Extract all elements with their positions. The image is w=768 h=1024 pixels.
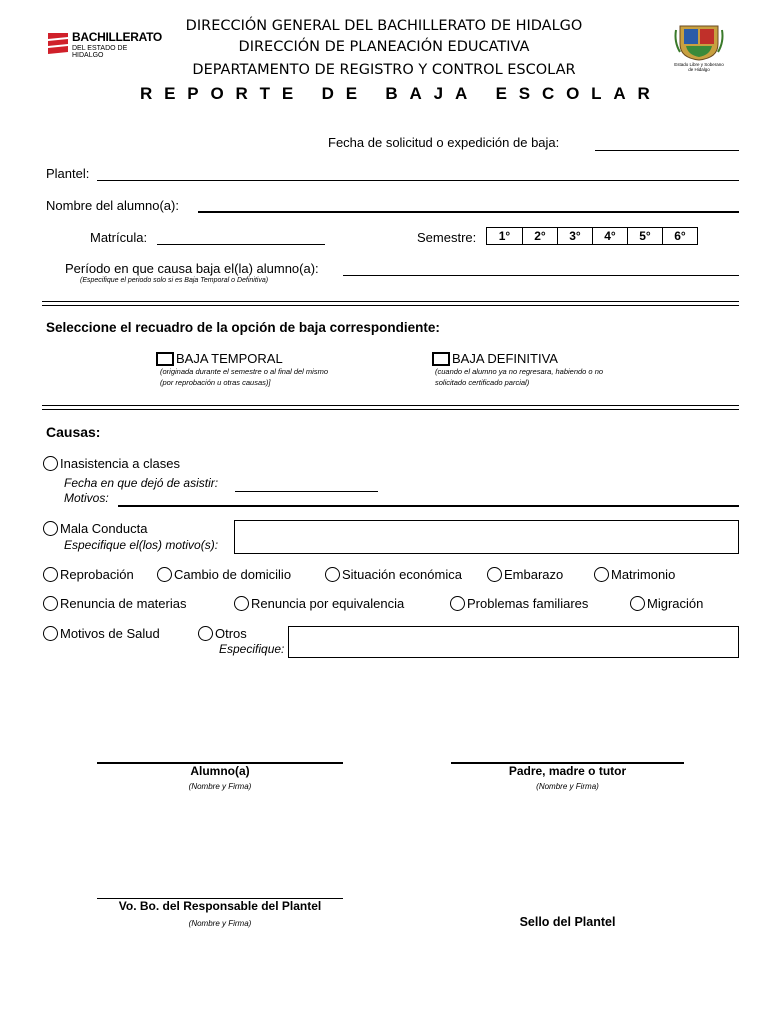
sello-label: Sello del Plantel xyxy=(519,915,616,929)
motivos-salud-label: Motivos de Salud xyxy=(60,626,160,641)
title-letter: J xyxy=(433,84,444,103)
embarazo-radio[interactable] xyxy=(487,567,502,582)
cambio-domicilio-label: Cambio de domicilio xyxy=(174,567,292,582)
baja-temporal-option[interactable] xyxy=(156,351,283,366)
crest-caption: Estado Libre y Soberano de Hidalgo xyxy=(674,62,724,72)
alumno-signature-label: Alumno(a) xyxy=(190,764,250,778)
semestre-box-2[interactable]: 2° xyxy=(522,228,557,244)
renuncia-materias-label: Renuncia de materias xyxy=(60,596,187,611)
fecha-label: Fecha de solicitud o expedición de baja: xyxy=(328,135,560,150)
vobo-nombre-firma: (Nombre y Firma) xyxy=(188,919,252,928)
title-letter: D xyxy=(321,84,334,103)
otros-textbox[interactable] xyxy=(288,626,739,658)
inasistencia-option[interactable] xyxy=(43,456,180,471)
nombre-field[interactable] xyxy=(198,211,739,213)
title-letter: E xyxy=(164,84,176,103)
semestre-box-1[interactable]: 1° xyxy=(498,229,511,243)
title-letter: R xyxy=(637,84,650,103)
title-letter: E xyxy=(345,84,358,103)
title-letter: A xyxy=(613,84,626,103)
motivos-label: Motivos: xyxy=(64,491,109,505)
title-letter: E xyxy=(281,84,294,103)
fecha-dejo-field[interactable] xyxy=(235,491,378,492)
divider-2 xyxy=(42,405,739,410)
migracion-option[interactable] xyxy=(630,596,703,611)
mala-conducta-radio[interactable] xyxy=(43,521,58,536)
title-letter: R xyxy=(235,84,248,103)
matrimonio-option[interactable] xyxy=(594,567,675,582)
mala-conducta-option[interactable] xyxy=(43,521,147,536)
title-letter: T xyxy=(259,84,271,103)
renuncia-equivalencia-radio[interactable] xyxy=(234,596,249,611)
crest-icon xyxy=(672,22,726,62)
title-letter: O xyxy=(210,84,224,103)
inasistencia-radio[interactable] xyxy=(43,456,58,471)
situacion-economica-label: Situación económica xyxy=(342,567,462,582)
embarazo-option[interactable] xyxy=(487,567,563,582)
otros-label: Otros xyxy=(215,626,247,641)
situacion-economica-radio[interactable] xyxy=(325,567,340,582)
periodo-field[interactable] xyxy=(343,275,739,276)
title-letter xyxy=(369,84,374,104)
padre-signature-label: Padre, madre o tutor xyxy=(508,764,627,778)
title-letter: S xyxy=(518,84,531,103)
semestre-label: Semestre: xyxy=(417,230,477,245)
reprobacion-option[interactable] xyxy=(43,567,134,582)
baja-temporal-note1: (originada durante el semestre o al final del mismo xyxy=(160,367,328,376)
baja-temporal-note2: (por reprobación u otras causas)] xyxy=(160,378,271,387)
fecha-field[interactable] xyxy=(595,150,739,151)
causas-heading: Causas: xyxy=(46,424,101,440)
baja-definitiva-note2: solicitado certificado parcial) xyxy=(435,378,530,387)
baja-definitiva-note1: (cuando el alumno ya no regresara, habiendo o no xyxy=(435,367,604,376)
title-letter: A xyxy=(454,84,468,103)
padre-nombre-firma: (Nombre y Firma) xyxy=(536,782,599,791)
title-letter: O xyxy=(566,84,580,103)
semestre-box-3[interactable]: 3° xyxy=(557,228,592,244)
reprobacion-label: Reprobación xyxy=(60,567,134,582)
logo-text-line2: DEL ESTADO DE HIDALGO xyxy=(72,45,128,59)
title-letter xyxy=(479,84,484,104)
title-letter: A xyxy=(409,84,422,103)
baja-temporal-checkbox[interactable] xyxy=(156,352,174,366)
semestre-selector xyxy=(486,227,698,245)
title-letter: E xyxy=(495,84,507,103)
hidalgo-crest xyxy=(672,22,726,74)
renuncia-materias-option[interactable] xyxy=(43,596,186,611)
matricula-label: Matrícula: xyxy=(90,230,148,245)
periodo-label: Período en que causa baja el(la) alumno(a): xyxy=(65,261,319,276)
matrimonio-label: Matrimonio xyxy=(611,567,676,582)
header-line3: DEPARTAMENTO DE REGISTRO Y CONTROL ESCOLAR xyxy=(192,62,576,78)
renuncia-materias-radio[interactable] xyxy=(43,596,58,611)
options-heading: Seleccione el recuadro de la opción de baja correspondiente: xyxy=(46,320,440,335)
cambio-domicilio-option[interactable] xyxy=(157,567,291,582)
renuncia-equivalencia-label: Renuncia por equivalencia xyxy=(251,596,405,611)
alumno-nombre-firma: (Nombre y Firma) xyxy=(188,782,252,791)
semestre-box-4[interactable]: 4° xyxy=(592,228,627,244)
matrimonio-radio[interactable] xyxy=(594,567,609,582)
title-letter: B xyxy=(385,84,398,103)
divider-1 xyxy=(42,301,739,306)
vobo-signature-label: Vo. Bo. del Responsable del Plantel xyxy=(118,899,322,913)
migracion-radio[interactable] xyxy=(630,596,645,611)
title-letter: P xyxy=(187,84,199,103)
title-letter: R xyxy=(140,84,153,103)
baja-definitiva-label: BAJA DEFINITIVA xyxy=(452,351,558,366)
baja-definitiva-option[interactable] xyxy=(432,351,558,366)
reprobacion-radio[interactable] xyxy=(43,567,58,582)
inasistencia-label: Inasistencia a clases xyxy=(60,456,180,471)
migracion-label: Migración xyxy=(647,596,704,611)
motivos-field[interactable] xyxy=(118,505,739,507)
matricula-field[interactable] xyxy=(157,244,325,245)
plantel-label: Plantel: xyxy=(46,166,90,181)
nombre-label: Nombre del alumno(a): xyxy=(46,198,179,213)
embarazo-label: Embarazo xyxy=(504,567,564,582)
semestre-box-6[interactable]: 6° xyxy=(662,228,697,244)
especifique-motivos-label: Especifique el(los) motivo(s): xyxy=(64,538,219,552)
mala-conducta-label: Mala Conducta xyxy=(60,521,148,536)
problemas-familiares-radio[interactable] xyxy=(450,596,465,611)
header-line2: DIRECCIÓN DE PLANEACIÓN EDUCATIVA xyxy=(238,39,530,55)
motivos-salud-radio[interactable] xyxy=(43,626,58,641)
report-title xyxy=(140,84,650,104)
especifique-label: Especifique: xyxy=(219,642,285,656)
otros-radio[interactable] xyxy=(198,626,213,641)
motivos-salud-option[interactable] xyxy=(43,626,160,641)
logo-text-line1: BACHILLERATO xyxy=(72,30,162,44)
header-line1: DIRECCIÓN GENERAL DEL BACHILLERATO DE HIDALGO xyxy=(185,18,583,34)
title-letter xyxy=(305,84,310,104)
cambio-domicilio-radio[interactable] xyxy=(157,567,172,582)
periodo-note: (Especifique el periodo solo si es Baja Temporal o Definitiva) xyxy=(80,277,269,284)
plantel-field[interactable] xyxy=(97,180,739,181)
problemas-familiares-label: Problemas familiares xyxy=(467,596,589,611)
renuncia-equivalencia-option[interactable] xyxy=(234,596,404,611)
title-letter: C xyxy=(541,84,555,103)
title-letter: L xyxy=(591,84,602,103)
problemas-familiares-option[interactable] xyxy=(450,596,588,611)
fecha-dejo-label: Fecha en que dejó de asistir: xyxy=(64,476,219,490)
baja-temporal-label: BAJA TEMPORAL xyxy=(176,351,283,366)
semestre-box-5[interactable]: 5° xyxy=(627,228,662,244)
baja-definitiva-checkbox[interactable] xyxy=(432,352,450,366)
situacion-economica-option[interactable] xyxy=(325,567,462,582)
mala-conducta-textbox[interactable] xyxy=(234,520,739,554)
otros-option[interactable] xyxy=(198,626,247,641)
